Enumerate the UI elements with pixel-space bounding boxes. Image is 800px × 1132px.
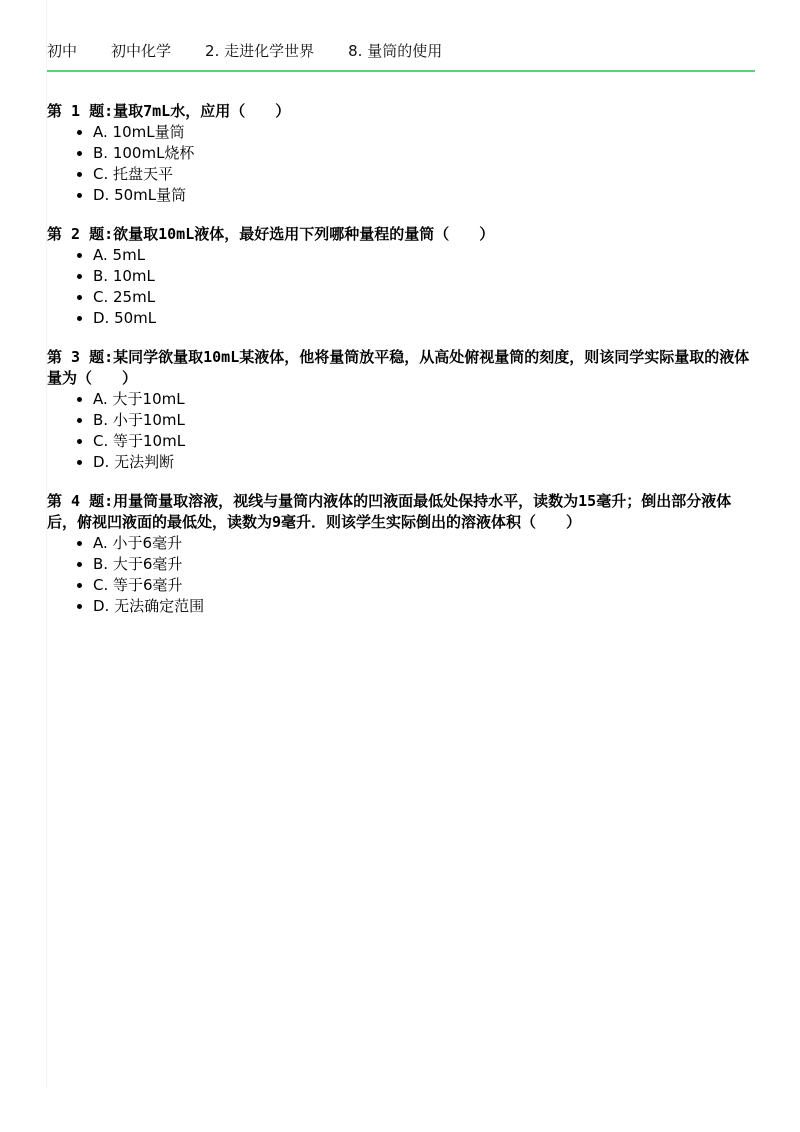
option-b: • B. 10mL bbox=[93, 266, 755, 287]
question-3 bbox=[47, 347, 755, 473]
option-a: • A. 大于10mL bbox=[93, 389, 755, 410]
question-list bbox=[47, 101, 755, 635]
option-list bbox=[47, 245, 755, 329]
breadcrumb-level[interactable]: 初中 bbox=[47, 42, 78, 60]
question-title: 第 1 题:量取7mL水，应用（ ） bbox=[47, 102, 291, 120]
document-page bbox=[46, 0, 755, 1088]
option-c: • C. 25mL bbox=[93, 287, 755, 308]
option-a: • A. 小于6毫升 bbox=[93, 533, 755, 554]
breadcrumb bbox=[47, 40, 442, 62]
question-1 bbox=[47, 101, 755, 206]
option-list bbox=[47, 533, 755, 617]
question-4 bbox=[47, 491, 755, 617]
option-list bbox=[47, 122, 755, 206]
option-c: • C. 等于6毫升 bbox=[93, 575, 755, 596]
option-b: • B. 大于6毫升 bbox=[93, 554, 755, 575]
question-title: 第 4 题:用量筒量取溶液，视线与量筒内液体的凹液面最低处保持水平，读数为15毫升；倒出部分液体后，俯视凹液面的最低处，读数为9毫升．则该学生实际倒出的溶液体积（ ） bbox=[47, 492, 732, 531]
option-c: • C. 等于10mL bbox=[93, 431, 755, 452]
option-d: • D. 无法判断 bbox=[93, 452, 755, 473]
option-b: • B. 小于10mL bbox=[93, 410, 755, 431]
option-c: • C. 托盘天平 bbox=[93, 164, 755, 185]
question-2 bbox=[47, 224, 755, 329]
option-b: • B. 100mL烧杯 bbox=[93, 143, 755, 164]
option-list bbox=[47, 389, 755, 473]
question-title: 第 3 题:某同学欲量取10mL某液体，他将量筒放平稳，从高处俯视量筒的刻度，则该同学实际量取的液体量为（ ） bbox=[47, 348, 750, 387]
breadcrumb-chapter[interactable]: 2. 走进化学世界 bbox=[205, 42, 315, 60]
option-d: • D. 无法确定范围 bbox=[93, 596, 755, 617]
breadcrumb-topic[interactable]: 8. 量筒的使用 bbox=[348, 42, 443, 60]
option-d: • D. 50mL量筒 bbox=[93, 185, 755, 206]
header-divider bbox=[47, 70, 755, 72]
option-d: • D. 50mL bbox=[93, 308, 755, 329]
option-a: • A. 5mL bbox=[93, 245, 755, 266]
breadcrumb-subject[interactable]: 初中化学 bbox=[111, 42, 172, 60]
option-a: • A. 10mL量筒 bbox=[93, 122, 755, 143]
question-title: 第 2 题:欲量取10mL液体，最好选用下列哪种量程的量筒（ ） bbox=[47, 225, 495, 243]
